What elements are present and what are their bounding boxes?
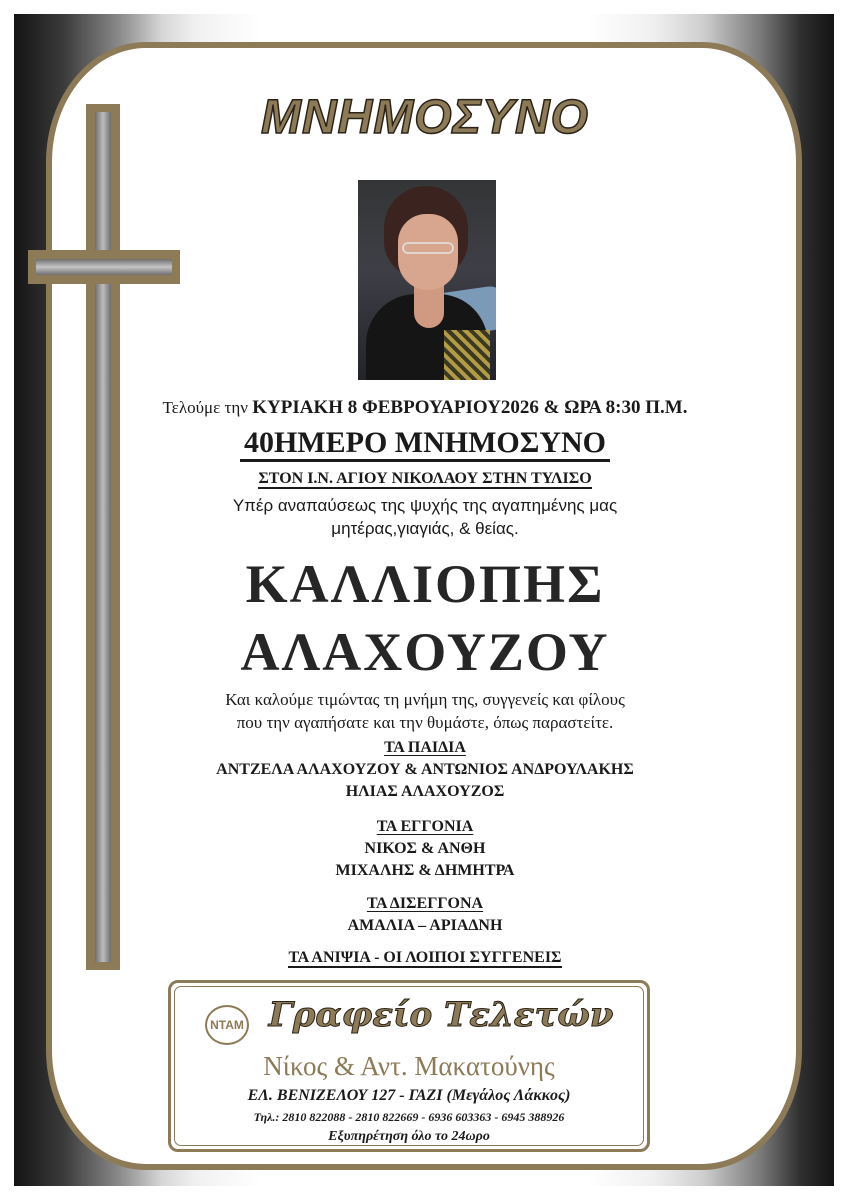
invitation-line-2: που την αγαπήσατε και την θυμάστε, όπως παραστείτε. bbox=[236, 713, 614, 732]
ceremony-date-line bbox=[100, 397, 750, 419]
great-grandchildren-name: ΑΜΑΛΙΑ – ΑΡΙΑΔΝΗ bbox=[347, 917, 503, 934]
funeral-office-logo-icon bbox=[205, 1005, 249, 1045]
funeral-office-title: Γραφείο Τελετών bbox=[268, 995, 614, 1035]
ceremony-date-time: ΚΥΡΙΑΚΗ 8 ΦΕΒΡΟΥΑΡΙΟΥ2026 & ΩΡΑ 8:30 Π.Μ. bbox=[252, 397, 688, 418]
children-name: ΗΛΙΑΣ ΑΛΑΧΟΥΖΟΣ bbox=[345, 783, 505, 800]
funeral-office-service-hours: Εξυπηρέτηση όλο το 24ωρο bbox=[328, 1129, 490, 1144]
purpose-line-1: Υπέρ αναπαύσεως της ψυχής της αγαπημένης μας bbox=[232, 496, 618, 515]
funeral-office-address: ΕΛ. ΒΕΝΙΖΕΛΟΥ 127 - ΓΑΖΙ (Μεγάλος Λάκκος) bbox=[247, 1087, 571, 1104]
grandchildren-name: ΝΙΚΟΣ & ΑΝΘΗ bbox=[364, 840, 486, 857]
grandchildren-name: ΜΙΧΑΛΗΣ & ΔΗΜΗΤΡΑ bbox=[335, 862, 515, 879]
funeral-office-owners: Νίκος & Αντ. Μακατούνης bbox=[263, 1051, 555, 1081]
page-title: ΜΝΗΜΟΣΥΝΟ bbox=[261, 91, 589, 144]
purpose-line-2: μητέρας,γιαγιάς, & θείας. bbox=[331, 519, 519, 538]
great-grandchildren-section bbox=[100, 893, 750, 937]
ceremony-type: 40ΗΜΕΡΟ ΜΝΗΜΟΣΥΝΟ bbox=[240, 426, 610, 462]
ceremony-intro: Τελούμε την bbox=[162, 398, 248, 417]
other-relatives-line bbox=[100, 949, 750, 967]
invitation-text bbox=[100, 688, 750, 734]
church-line bbox=[100, 470, 750, 488]
other-relatives: ΤΑ ΑΝΙΨΙΑ - ΟΙ ΛΟΙΠΟΙ ΣΥΓΓΕΝΕΙΣ bbox=[288, 949, 562, 966]
deceased-first-name: ΚΑΛΛΙΟΠΗΣ bbox=[245, 554, 605, 614]
deceased-last-name: ΑΛΑΧΟΥΖΟΥ bbox=[240, 622, 610, 682]
ceremony-type-line bbox=[100, 426, 750, 460]
grandchildren-heading: ΤΑ ΕΓΓΟΝΙΑ bbox=[376, 818, 474, 835]
church-name: ΣΤΟΝ Ι.Ν. ΑΓΙΟΥ ΝΙΚΟΛΑΟΥ ΣΤΗΝ ΤΥΛΙΣΟ bbox=[258, 470, 592, 487]
funeral-office-phones: Τηλ.: 2810 822088 - 2810 822669 - 6936 603363 - 6945 388926 bbox=[253, 1110, 565, 1124]
children-heading: ΤΑ ΠΑΙΔΙΑ bbox=[384, 739, 466, 756]
purpose-text bbox=[100, 494, 750, 540]
invitation-line-1: Και καλούμε τιμώντας τη μνήμη της, συγγενείς και φίλους bbox=[225, 690, 625, 709]
children-section bbox=[100, 737, 750, 803]
grandchildren-section bbox=[100, 816, 750, 882]
logo-text: ΝΤΑΜ bbox=[210, 1018, 244, 1032]
deceased-portrait-photo bbox=[358, 180, 496, 380]
great-grandchildren-heading: ΤΑ ΔΙΣΕΓΓΟΝΑ bbox=[366, 895, 484, 912]
children-name: ΑΝΤΖΕΛΑ ΑΛΑΧΟΥΖΟΥ & ΑΝΤΩΝΙΟΣ ΑΝΔΡΟΥΛΑΚΗΣ bbox=[216, 761, 634, 778]
cross-horizontal-bar bbox=[28, 250, 180, 284]
funeral-office-box bbox=[168, 980, 650, 1152]
